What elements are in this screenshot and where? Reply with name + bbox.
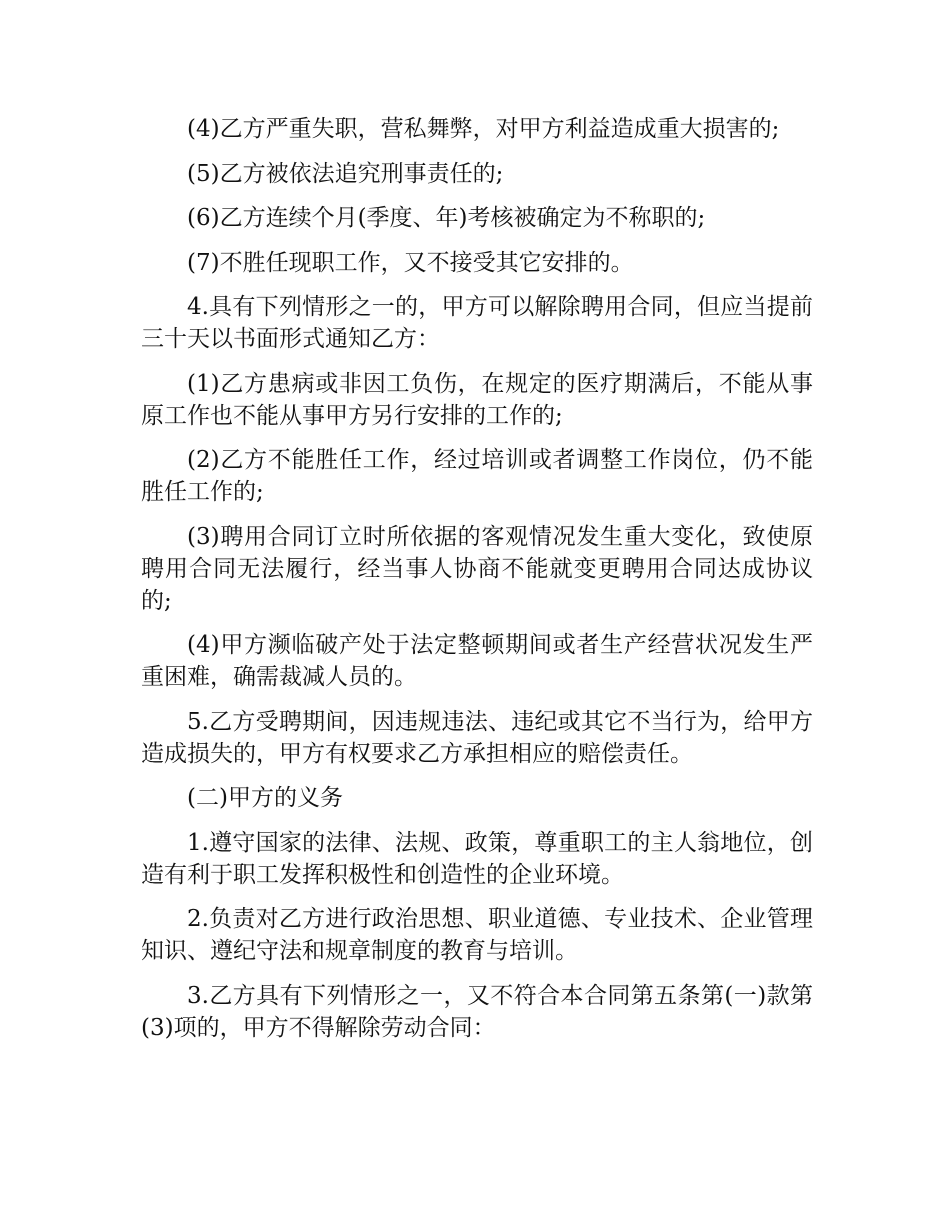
- paragraph-item-3-circumstance-change: (3)聘用合同订立时所依据的客观情况发生重大变化，致使原聘用合同无法履行，经当事人协商不能就变更聘用合同达成协议的;: [141, 523, 813, 614]
- paragraph-item-4-bankruptcy: (4)甲方濒临破产处于法定整顿期间或者生产经营状况发生严重困难，确需裁减人员的。: [141, 632, 813, 690]
- paragraph-item-5-criminal-liability: (5)乙方被依法追究刑事责任的;: [187, 160, 504, 187]
- document-body: [141, 113, 813, 1056]
- section-heading-party-a-obligations: (二)甲方的义务: [187, 785, 343, 811]
- paragraph-obligation-2: 2.负责对乙方进行政治思想、职业道德、专业技术、企业管理知识、遵纪守法和规章制度的教育与培训。: [141, 906, 813, 964]
- paragraph-item-4-negligence: (4)乙方严重失职，营私舞弊，对甲方利益造成重大损害的;: [187, 116, 780, 142]
- paragraph-clause-5-compensation: 5.乙方受聘期间，因违规违法、违纪或其它不当行为，给甲方造成损失的，甲方有权要求乙方承担相应的赔偿责任。: [141, 708, 813, 767]
- paragraph-item-1-illness: (1)乙方患病或非因工负伤，在规定的医疗期满后，不能从事原工作也不能从事甲方另行安排的工作的;: [141, 370, 813, 429]
- paragraph-obligation-3: 3.乙方具有下列情形之一，又不符合本合同第五条第(一)款第(3)项的，甲方不得解除劳动合同：: [141, 982, 814, 1041]
- paragraph-item-2-unfit: (2)乙方不能胜任工作，经过培训或者调整工作岗位，仍不能胜任工作的;: [141, 447, 813, 505]
- paragraph-item-7-incompetence: (7)不胜任现职工作，又不接受其它安排的。: [187, 249, 634, 276]
- paragraph-item-6-assessment: (6)乙方连续个月(季度、年)考核被确定为不称职的;: [187, 205, 706, 231]
- paragraph-obligation-1: 1.遵守国家的法律、法规、政策，尊重职工的主人翁地位，创造有利于职工发挥积极性和创造性的企业环境。: [141, 829, 813, 888]
- paragraph-clause-4-termination-notice: 4.具有下列情形之一的，甲方可以解除聘用合同，但应当提前三十天以书面形式通知乙方：: [141, 294, 813, 352]
